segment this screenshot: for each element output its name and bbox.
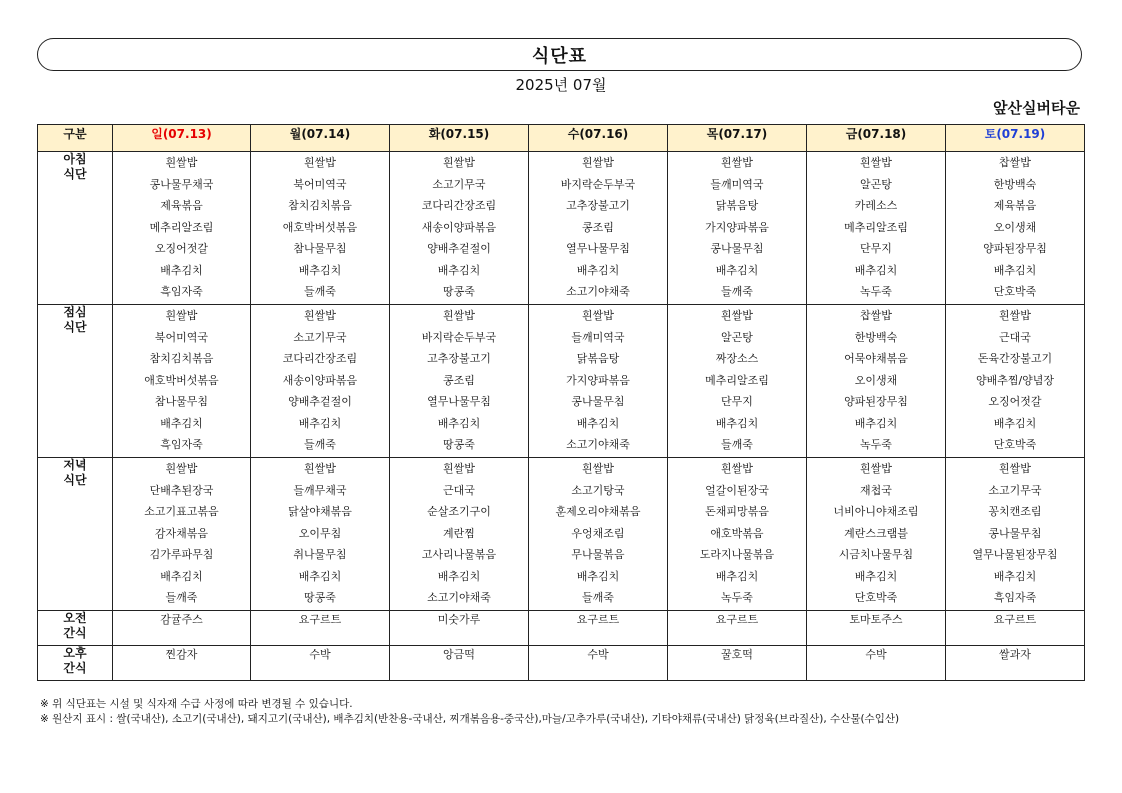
snack-cell: 수박 (529, 646, 668, 681)
menu-item: 배추김치 (160, 416, 203, 430)
menu-item: 알곤탕 (860, 177, 892, 191)
menu-item: 참치김치볶음 (149, 352, 214, 365)
menu-item: 계란스크램블 (844, 526, 908, 540)
menu-item: 흰쌀밥 (165, 156, 198, 169)
menu-item: 흰쌀밥 (999, 462, 1031, 475)
menu-item: 단호박죽 (854, 591, 898, 604)
menu-item: 흰쌀밥 (443, 462, 475, 475)
snack-row-afternoon (38, 646, 1085, 681)
menu-item: 배추김치 (437, 263, 481, 277)
title-box (37, 38, 1082, 71)
meal-label-line: 점심 (63, 305, 87, 319)
snack-cell: 요구르트 (668, 611, 807, 646)
menu-item: 제육볶음 (160, 199, 203, 212)
menu-item: 어묵야채볶음 (844, 352, 908, 365)
day-header-tue: 화(07.15) (390, 125, 529, 152)
menu-cell (251, 458, 390, 611)
menu-item: 배추김치 (437, 569, 481, 583)
note-change-notice: ※ 위 식단표는 시설 및 식자재 수급 사정에 따라 변경될 수 있습니다. (40, 698, 353, 710)
menu-item: 재첩국 (860, 483, 892, 497)
menu-item: 단무지 (721, 395, 753, 408)
note-origin: ※ 원산지 표시 : 쌀(국내산), 소고기(국내산), 돼지고기(국내산), 배추김치(반찬용-국내산, 찌개볶음용-중국산),마늘/고추가루(국내산), 기타야채류(국내산) 닭정육(브라질산), 수산물(수입산) (40, 713, 900, 725)
menu-item: 흰쌀밥 (721, 156, 753, 169)
menu-item: 배추김치 (298, 263, 342, 277)
menu-item: 콩나물무침 (571, 395, 625, 408)
menu-item: 양배추찜/양념장 (975, 373, 1055, 387)
menu-cell (807, 458, 946, 611)
menu-item: 배추김치 (715, 416, 759, 430)
menu-item: 돈육간장불고기 (977, 352, 1053, 365)
menu-cell (529, 152, 668, 305)
snack-row-morning (38, 611, 1085, 646)
meal-row-dinner (38, 458, 1085, 611)
menu-item: 흰쌀밥 (721, 309, 753, 322)
menu-item: 열무나물무침 (566, 242, 630, 255)
menu-cell (390, 152, 529, 305)
menu-cell (113, 458, 251, 611)
menu-item: 콩조림 (443, 373, 475, 387)
snack-cell: 토마토주스 (807, 611, 946, 646)
menu-item: 시금치나물무침 (838, 548, 914, 561)
menu-item: 얼갈이된장국 (705, 483, 769, 497)
snack-cell: 미숫가루 (390, 611, 529, 646)
menu-item: 콩나물무침 (988, 526, 1042, 540)
menu-item: 훈제오리야채볶음 (555, 505, 641, 518)
menu-item: 양파된장무침 (983, 242, 1047, 255)
day-header-thu: 목(07.17) (668, 125, 807, 152)
menu-item: 제육볶음 (993, 199, 1037, 212)
menu-item: 녹두죽 (860, 438, 892, 451)
menu-item: 녹두죽 (860, 285, 892, 298)
menu-item: 흰쌀밥 (304, 309, 336, 322)
menu-item: 취나물무침 (293, 548, 347, 561)
header-row (38, 125, 1085, 152)
menu-cell (113, 305, 251, 458)
menu-item: 소고기야채죽 (566, 285, 630, 298)
menu-item: 고추장불고기 (566, 199, 630, 212)
menu-item: 근대국 (999, 330, 1031, 344)
menu-cell (668, 305, 807, 458)
menu-item: 들깨죽 (721, 285, 753, 298)
menu-cell (807, 305, 946, 458)
menu-item: 메추리알조림 (705, 373, 769, 387)
menu-item: 양배추겉절이 (288, 395, 352, 408)
menu-item: 흰쌀밥 (582, 156, 614, 169)
menu-item: 녹두죽 (721, 591, 753, 604)
menu-cell (113, 152, 251, 305)
menu-item: 땅콩죽 (304, 591, 336, 604)
menu-cell (668, 152, 807, 305)
menu-table (37, 124, 1085, 681)
menu-item: 카레소스 (854, 199, 898, 212)
menu-item: 계란찜 (443, 526, 475, 540)
snack-label (38, 646, 113, 681)
menu-item: 단무지 (860, 242, 892, 255)
day-header-sun: 일(07.13) (113, 125, 251, 152)
snack-cell: 쌀과자 (946, 646, 1085, 681)
menu-item: 땅콩죽 (443, 285, 475, 298)
facility-name: 앞산실버타운 (993, 99, 1080, 117)
day-header-sat: 토(07.19) (946, 125, 1085, 152)
menu-item: 들깨미역국 (571, 330, 625, 344)
menu-item: 흰쌀밥 (999, 309, 1031, 322)
menu-item: 흑임자죽 (160, 438, 203, 451)
menu-item: 콩조림 (582, 220, 614, 234)
snack-cell: 꿀호떡 (668, 646, 807, 681)
menu-item: 배추김치 (576, 416, 620, 430)
menu-item: 흰쌀밥 (860, 156, 892, 169)
menu-item: 닭살야채볶음 (288, 505, 352, 518)
snack-cell: 앙금떡 (390, 646, 529, 681)
menu-item: 콩나물무채국 (149, 177, 214, 191)
menu-item: 배추김치 (576, 569, 620, 583)
menu-item: 한방백숙 (993, 177, 1037, 191)
menu-item: 콩나물무침 (710, 242, 764, 255)
snack-label-line: 간식 (63, 661, 87, 675)
menu-item: 흰쌀밥 (165, 462, 198, 475)
menu-item: 배추김치 (854, 569, 898, 583)
snack-cell: 감귤주스 (113, 611, 251, 646)
snack-cell: 수박 (807, 646, 946, 681)
menu-item: 흰쌀밥 (582, 462, 614, 475)
menu-item: 알곤탕 (721, 330, 753, 344)
menu-item: 들깨죽 (304, 285, 336, 298)
menu-item: 참나물무침 (154, 395, 209, 408)
menu-item: 참나물무침 (293, 242, 347, 255)
menu-item: 흑임자죽 (160, 285, 203, 298)
menu-item: 배추김치 (993, 569, 1037, 583)
menu-item: 참치김치볶음 (288, 199, 352, 212)
menu-item: 무나물볶음 (571, 548, 625, 561)
menu-item: 들깨죽 (165, 591, 198, 604)
snack-cell: 수박 (251, 646, 390, 681)
snack-label-line: 간식 (63, 626, 87, 640)
menu-cell (251, 152, 390, 305)
menu-item: 돈채피망볶음 (705, 505, 769, 518)
menu-item: 소고기야채죽 (566, 438, 630, 451)
menu-item: 배추김치 (160, 263, 203, 277)
snack-label (38, 611, 113, 646)
menu-item: 오이생채 (854, 373, 898, 387)
menu-item: 가지양파볶음 (566, 373, 630, 387)
menu-item: 단배추된장국 (149, 483, 214, 497)
menu-item: 흰쌀밥 (721, 462, 753, 475)
menu-item: 한방백숙 (854, 330, 898, 344)
day-header-wed: 수(07.16) (529, 125, 668, 152)
menu-item: 감자채볶음 (154, 526, 209, 540)
menu-item: 흰쌀밥 (304, 462, 336, 475)
menu-item: 짜장소스 (715, 352, 759, 365)
menu-item: 오징어젓갈 (154, 242, 209, 255)
menu-cell (668, 458, 807, 611)
menu-item: 닭볶음탕 (715, 199, 759, 212)
menu-item: 메추리알조림 (844, 220, 908, 234)
menu-item: 배추김치 (298, 569, 342, 583)
menu-item: 흰쌀밥 (443, 309, 475, 322)
menu-item: 도라지나물볶음 (699, 548, 775, 561)
menu-item: 가지양파볶음 (705, 220, 769, 234)
day-header-mon: 월(07.14) (251, 125, 390, 152)
menu-item: 북어미역국 (154, 330, 209, 344)
menu-item: 들깨무채국 (293, 483, 347, 497)
menu-item: 소고기무국 (432, 177, 486, 191)
menu-item: 오이생채 (993, 220, 1037, 234)
menu-item: 배추김치 (576, 263, 620, 277)
menu-item: 배추김치 (993, 263, 1037, 277)
menu-item: 소고기탕국 (571, 483, 625, 497)
snack-label-line: 오전 (63, 611, 87, 625)
menu-item: 순살조기구이 (427, 505, 491, 518)
menu-item: 들깨죽 (582, 591, 614, 604)
menu-item: 흰쌀밥 (304, 156, 336, 169)
menu-item: 배추김치 (298, 416, 342, 430)
menu-item: 양배추겉절이 (427, 242, 491, 255)
menu-item: 단호박죽 (993, 285, 1037, 298)
snack-cell: 요구르트 (529, 611, 668, 646)
menu-item: 땅콩죽 (443, 438, 475, 451)
menu-item: 애호박볶음 (710, 526, 764, 540)
menu-item: 배추김치 (854, 416, 898, 430)
menu-item: 들깨죽 (304, 438, 336, 451)
menu-cell (529, 305, 668, 458)
menu-item: 새송이양파볶음 (421, 220, 497, 234)
menu-cell (807, 152, 946, 305)
meal-label-line: 아침 (63, 152, 87, 166)
menu-item: 흑임자죽 (993, 591, 1037, 604)
menu-item: 너비아니야채조림 (833, 505, 919, 518)
menu-item: 흰쌀밥 (582, 309, 614, 322)
menu-item: 고추장불고기 (427, 352, 491, 365)
menu-item: 들깨죽 (721, 438, 753, 451)
menu-item: 배추김치 (715, 569, 759, 583)
meal-label (38, 305, 113, 458)
menu-item: 배추김치 (160, 569, 203, 583)
menu-item: 소고기표고볶음 (144, 505, 219, 518)
menu-item: 소고기무국 (293, 330, 347, 344)
menu-item: 열무나물무침 (427, 395, 491, 408)
menu-item: 오이무침 (298, 526, 342, 540)
day-header-fri: 금(07.18) (807, 125, 946, 152)
menu-cell (946, 305, 1085, 458)
meal-row-lunch (38, 305, 1085, 458)
menu-item: 고사리나물볶음 (421, 548, 497, 561)
menu-item: 들깨미역국 (710, 177, 764, 191)
menu-item: 메추리알조림 (149, 220, 214, 234)
meal-label-line: 저녁 (63, 458, 87, 472)
menu-item: 배추김치 (993, 416, 1037, 430)
menu-item: 찹쌀밥 (999, 156, 1031, 169)
menu-item: 오징어젓갈 (988, 395, 1042, 408)
menu-item: 닭볶음탕 (576, 352, 620, 365)
meal-label-line: 식단 (63, 167, 87, 181)
menu-item: 바지락순두부국 (421, 330, 497, 344)
snack-cell: 찐감자 (113, 646, 251, 681)
meal-label (38, 458, 113, 611)
snack-cell: 요구르트 (251, 611, 390, 646)
menu-item: 소고기무국 (988, 483, 1042, 497)
menu-item: 배추김치 (854, 263, 898, 277)
menu-item: 흰쌀밥 (443, 156, 475, 169)
snack-cell: 요구르트 (946, 611, 1085, 646)
menu-item: 단호박죽 (993, 438, 1037, 451)
menu-item: 새송이양파볶음 (282, 373, 358, 387)
menu-item: 애호박버섯볶음 (144, 373, 219, 387)
page-title: 식단표 (531, 45, 588, 67)
menu-item: 꽁치캔조림 (988, 505, 1042, 518)
menu-cell (946, 152, 1085, 305)
menu-item: 배추김치 (437, 416, 481, 430)
menu-cell (946, 458, 1085, 611)
menu-item: 근대국 (443, 483, 475, 497)
meal-label-line: 식단 (63, 320, 87, 334)
month-subtitle: 2025년 07월 (515, 76, 607, 94)
menu-item: 양파된장무침 (844, 395, 908, 408)
meal-row-breakfast (38, 152, 1085, 305)
snack-label-line: 오후 (63, 646, 87, 660)
menu-item: 바지락순두부국 (560, 177, 636, 191)
menu-cell (390, 458, 529, 611)
menu-item: 열무나물된장무침 (972, 548, 1058, 561)
menu-item: 애호박버섯볶음 (282, 220, 358, 234)
menu-item: 찹쌀밥 (860, 309, 892, 322)
meal-label-line: 식단 (63, 473, 87, 487)
menu-item: 흰쌀밥 (860, 462, 892, 475)
menu-item: 소고기야채죽 (427, 591, 491, 604)
menu-cell (529, 458, 668, 611)
menu-item: 김가루파무침 (149, 548, 214, 561)
menu-item: 흰쌀밥 (165, 309, 198, 322)
menu-item: 우엉채조림 (571, 526, 625, 540)
menu-item: 코다리간장조림 (421, 199, 497, 212)
menu-cell (390, 305, 529, 458)
meal-label (38, 152, 113, 305)
menu-cell (251, 305, 390, 458)
notes (40, 697, 899, 727)
category-header: 구분 (38, 125, 113, 152)
menu-item: 배추김치 (715, 263, 759, 277)
menu-item: 북어미역국 (293, 177, 347, 191)
menu-item: 코다리간장조림 (282, 352, 358, 365)
